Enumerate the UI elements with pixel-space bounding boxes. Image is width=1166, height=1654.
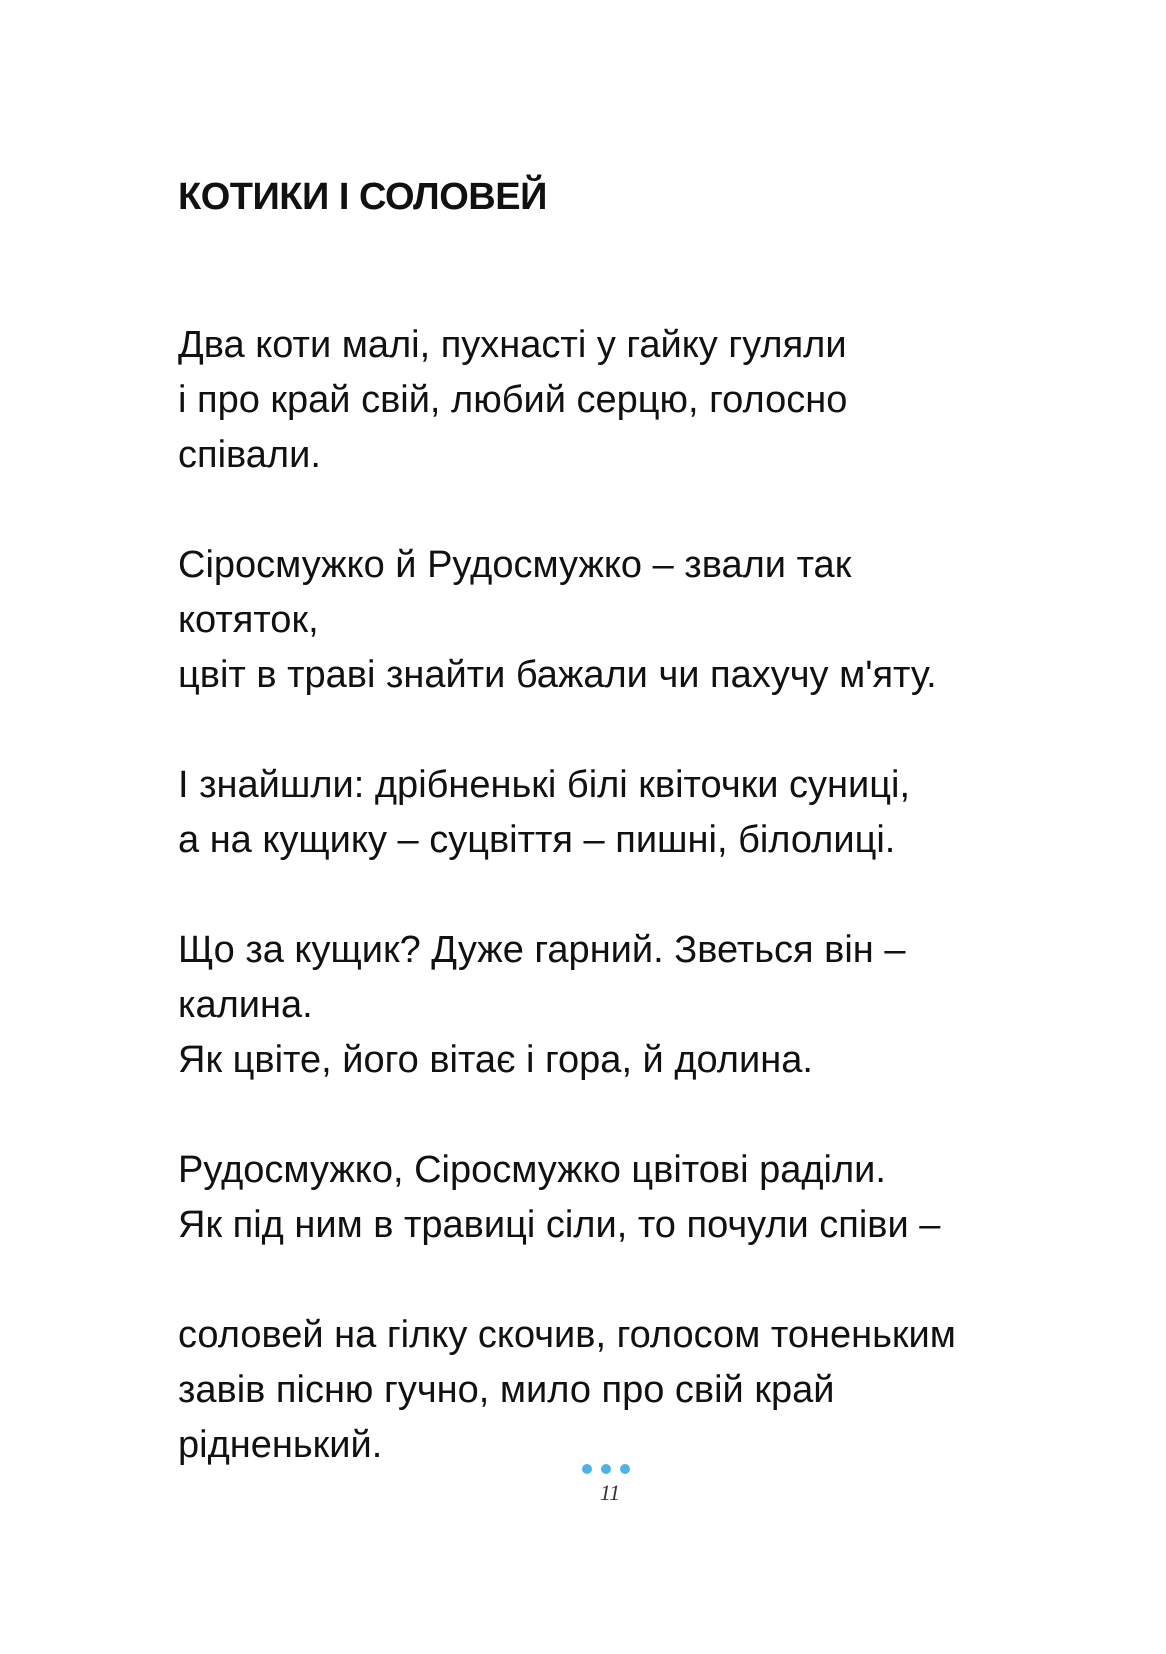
poem-title: КОТИКИ І СОЛОВЕЙ: [178, 176, 547, 218]
dot-icon: [582, 1464, 592, 1474]
poem-line: котяток,: [178, 599, 319, 641]
poem-line: Як цвіте, його вітає і гора, й долина.: [178, 1039, 813, 1081]
stanza: [178, 318, 1078, 483]
poem-line: співали.: [178, 434, 321, 476]
poem-line: цвіт в траві знайти бажали чи пахучу м'яту.: [178, 654, 937, 696]
stanza: [178, 538, 1078, 703]
ellipsis-ornament: [582, 1464, 630, 1474]
dot-icon: [601, 1464, 611, 1474]
poem-line: і про край свій, любий серцю, голосно: [178, 379, 848, 421]
stanza: [178, 1308, 1078, 1473]
stanza: [178, 923, 1078, 1088]
poem-line: рідненький.: [178, 1424, 383, 1466]
page-number: 11: [599, 1480, 621, 1505]
stanza: [178, 1143, 1078, 1253]
poem-line: Два коти малі, пухнасті у гайку гуляли: [178, 324, 847, 366]
stanza: [178, 758, 1078, 868]
poem-line: Рудосмужко, Сіросмужко цвітові раділи.: [178, 1149, 886, 1191]
poem-line: завів пісню гучно, мило про свій край: [178, 1369, 835, 1411]
poem-line: калина.: [178, 984, 313, 1026]
dot-icon: [620, 1464, 630, 1474]
poem-line: І знайшли: дрібненькі білі квіточки суниці,: [178, 764, 911, 806]
poem-line: Що за кущик? Дуже гарний. Зветься він –: [178, 929, 906, 971]
poem-line: Як під ним в травиці сіли, то почули співи –: [178, 1204, 941, 1246]
poem-line: соловей на гілку скочив, голосом тоненьким: [178, 1314, 956, 1356]
poem-line: а на кущику – суцвіття – пишні, білолиці.: [178, 819, 896, 861]
poem-line: Сіросмужко й Рудосмужко – звали так: [178, 544, 852, 586]
poem-body: [178, 318, 1078, 1528]
